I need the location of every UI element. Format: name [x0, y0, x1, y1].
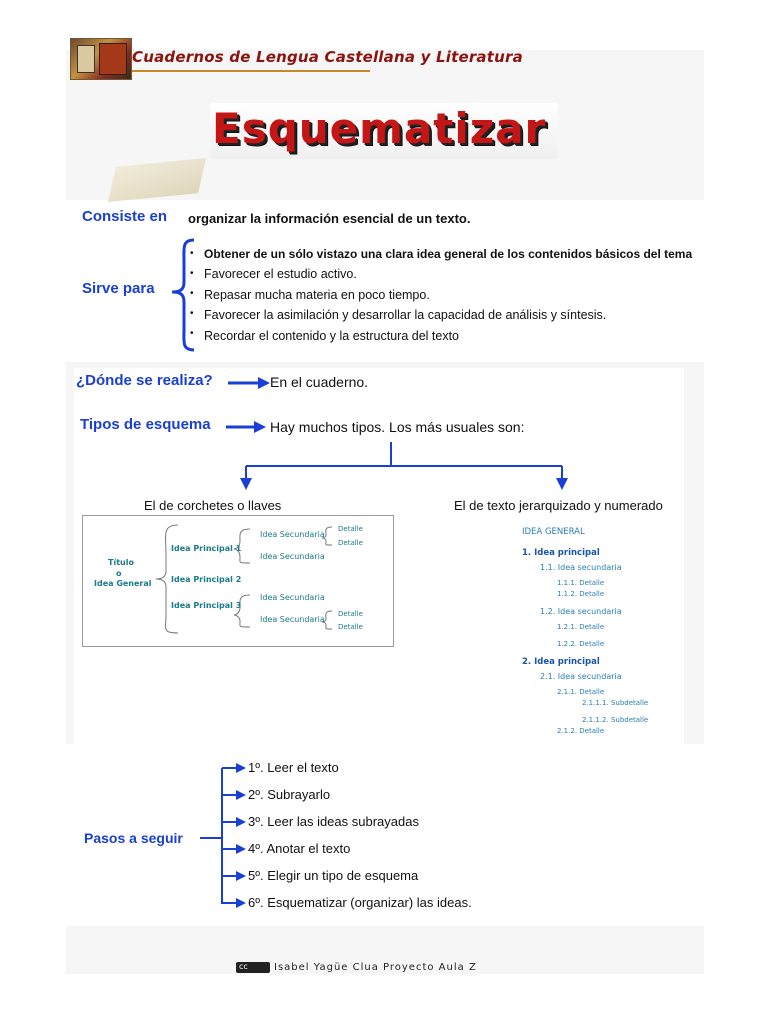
footer-credit: Isabel Yagüe Clua Proyecto Aula Z [274, 962, 477, 973]
tipos-arrow-icon [226, 420, 266, 434]
donde-arrow-icon [228, 376, 270, 390]
sirve-item-3: Repasar mucha materia en poco tiempo. [204, 288, 430, 302]
bullet-2: • [190, 268, 194, 279]
paso-1: 1º. Leer el texto [248, 760, 339, 775]
sirve-item-2: Favorecer el estudio activo. [204, 267, 357, 281]
donde-text: En el cuaderno. [270, 374, 369, 390]
root-title-line1: Título [108, 558, 134, 567]
bullet-3: • [190, 288, 194, 299]
sirve-item-4: Favorecer la asimilación y desarrollar la capacidad de análisis y síntesis. [204, 308, 607, 322]
root-title-line3: Idea General [94, 579, 152, 588]
numbered-line-11: 2.1.1.1. Subdetalle [582, 699, 649, 707]
numbered-line-12: 2.1.1.2. Subdetalle [582, 716, 649, 724]
numbered-line-4: 1.1.2. Detalle [557, 590, 605, 598]
detalle-3: Detalle [338, 610, 363, 618]
sirve-item-5: Recordar el contenido y la estructura del texto [204, 329, 459, 343]
paso-3: 3º. Leer las ideas subrayadas [248, 814, 419, 829]
numbered-line-13: 2.1.2. Detalle [557, 727, 605, 735]
idea-principal-2: Idea Principal 2 [171, 575, 242, 584]
tipos-split-arrows-icon [236, 442, 576, 492]
numbered-line-2: 1.1. Idea secundaria [540, 563, 622, 572]
idea-secundaria-4: Idea Secundaria [260, 615, 325, 624]
idea-secundaria-3: Idea Secundaria [260, 593, 325, 602]
pasos-label: Pasos a seguir [84, 830, 183, 846]
paso-4: 4º. Anotar el texto [248, 841, 351, 856]
root-title-line2: o [116, 569, 122, 578]
idea-secundaria-1: Idea Secundaria [260, 530, 325, 539]
tipos-text: Hay muchos tipos. Los más usuales son: [270, 419, 525, 435]
idea-principal-1: Idea Principal 1 [171, 544, 242, 553]
donde-label: ¿Dónde se realiza? [76, 372, 213, 389]
paso-2: 2º. Subrayarlo [248, 787, 331, 802]
creative-commons-badge: cc [236, 962, 270, 973]
header-logo [70, 38, 132, 80]
numbered-line-10: 2.1.1. Detalle [557, 688, 605, 696]
consiste-label: Consiste en [82, 208, 168, 225]
tipos-label: Tipos de esquema [80, 416, 211, 433]
detalle-1: Detalle [338, 525, 363, 533]
numbered-line-8: 2. Idea principal [522, 657, 600, 667]
detalle-4: Detalle [338, 623, 363, 631]
header-underline [132, 70, 370, 72]
numbered-line-3: 1.1.1. Detalle [557, 579, 605, 587]
bullet-1: • [190, 248, 194, 259]
numbered-line-6: 1.2.1. Detalle [557, 623, 605, 631]
detalle-2: Detalle [338, 539, 363, 547]
numbered-heading: IDEA GENERAL [522, 527, 585, 537]
bullet-5: • [190, 328, 194, 339]
right-scheme-title: El de texto jerarquizado y numerado [454, 498, 663, 513]
bullet-4: • [190, 308, 194, 319]
left-scheme-title: El de corchetes o llaves [144, 498, 282, 513]
numbered-line-9: 2.1. Idea secundaria [540, 672, 622, 681]
idea-principal-3: Idea Principal 3 [171, 601, 242, 610]
consiste-text: organizar la información esencial de un texto. [188, 211, 471, 226]
header-title: Cuadernos de Lengua Castellana y Literatura [132, 48, 523, 66]
sirve-item-1: Obtener de un sólo vistazo una clara idea general de los contenidos básicos del tema [204, 247, 693, 261]
numbered-line-1: 1. Idea principal [522, 548, 600, 558]
numbered-line-7: 1.2.2. Detalle [557, 640, 605, 648]
paso-5: 5º. Elegir un tipo de esquema [248, 868, 419, 883]
numbered-line-5: 1.2. Idea secundaria [540, 607, 622, 616]
main-title: Esquematizar [212, 104, 547, 153]
paso-6: 6º. Esquematizar (organizar) las ideas. [248, 895, 472, 910]
pasos-arrows-icon [200, 760, 250, 910]
idea-secundaria-2: Idea Secundaria [260, 552, 325, 561]
sirve-label: Sirve para [82, 280, 155, 297]
